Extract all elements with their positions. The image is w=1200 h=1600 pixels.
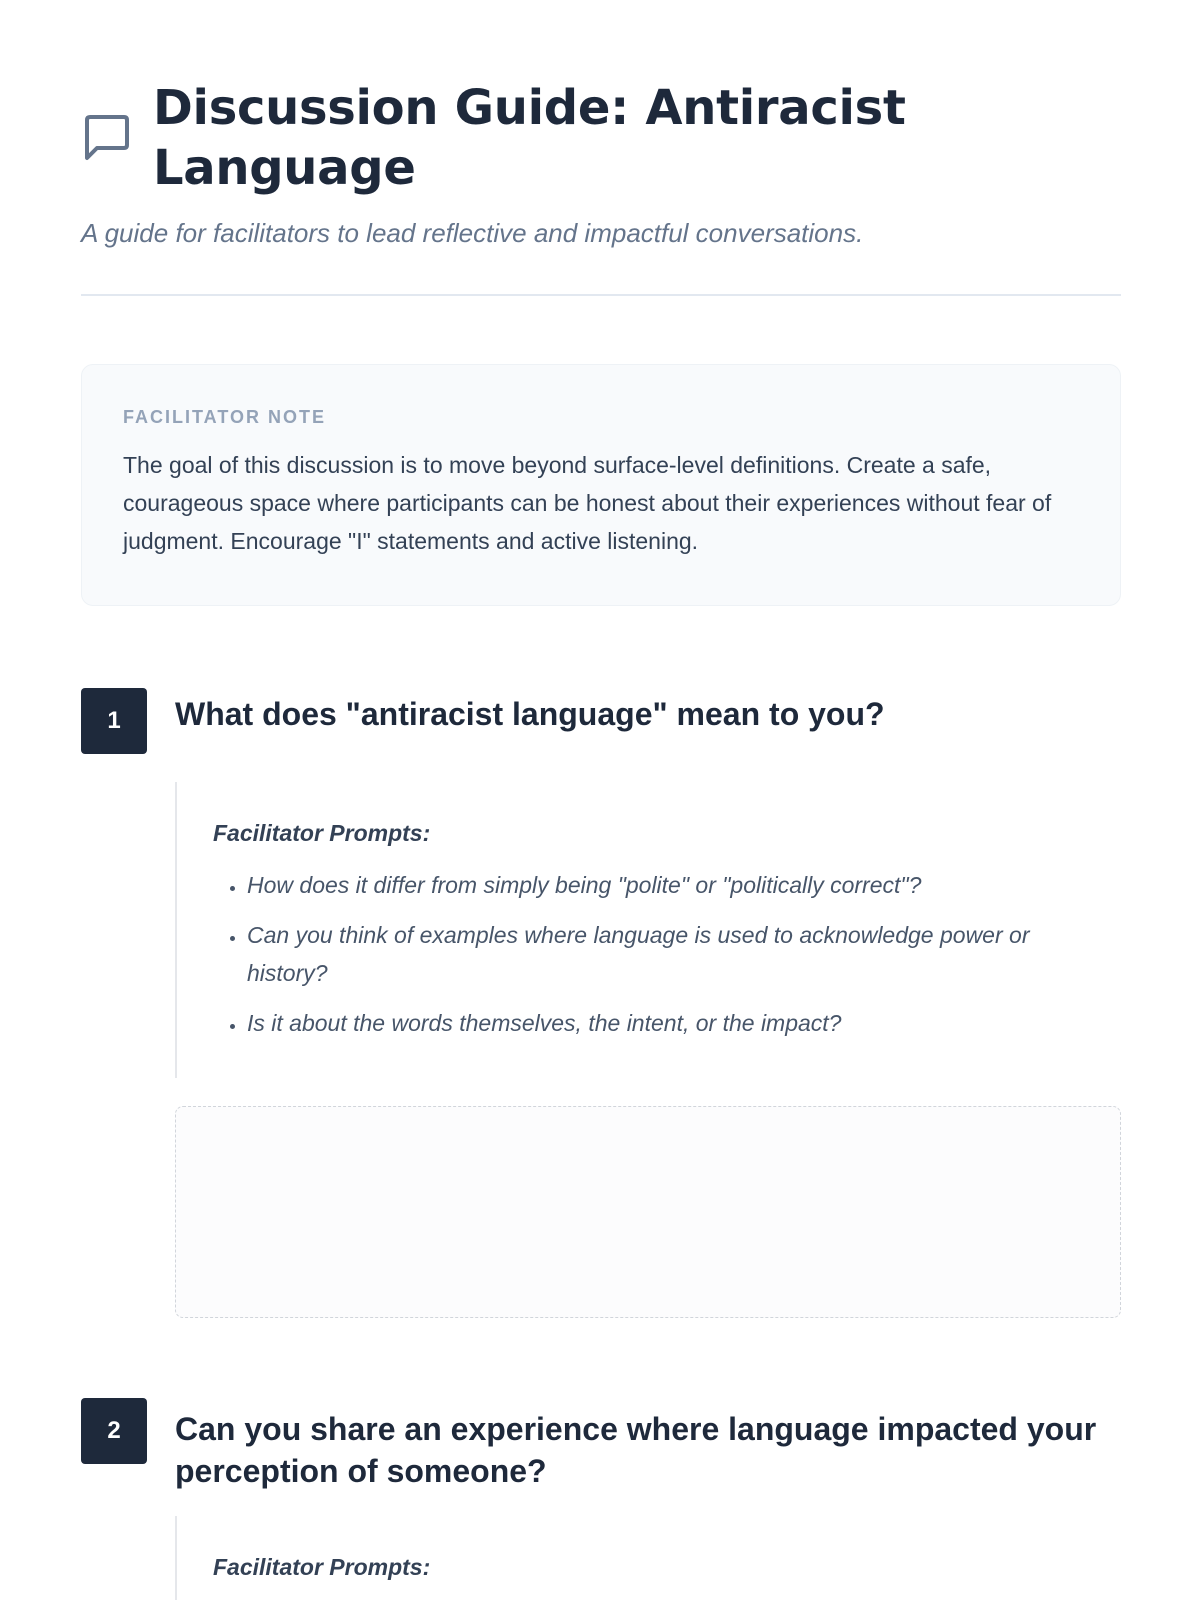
question-title: Can you share an experience where language impacted your perception of someone? [175, 1411, 1097, 1489]
page-title: Discussion Guide: Antiracist Language [153, 80, 906, 196]
prompt-item: • Is it about the words themselves, the intent, or the impact? [247, 1004, 1087, 1042]
page-header [81, 78, 1121, 198]
prompt-item: • How does it differ from simply being "polite" or "politically correct"? [247, 866, 1087, 904]
prompt-list [213, 866, 1087, 1054]
question-title: What does "antiracist language" mean to you? [175, 696, 885, 732]
question-number-badge: 1 [81, 688, 147, 754]
page-subtitle: A guide for facilitators to lead reflective and impactful conversations. [81, 218, 864, 248]
facilitator-note-card [81, 364, 1121, 606]
prompt-item: • Can you think of examples where language is used to acknowledge power or history? [247, 916, 1087, 992]
facilitator-prompts [175, 1516, 1121, 1600]
title-row [81, 78, 1121, 198]
header-divider [81, 294, 1121, 296]
facilitator-prompts-label: Facilitator Prompts: [213, 1554, 431, 1580]
question-number-badge: 2 [81, 1398, 147, 1464]
facilitator-prompts-label: Facilitator Prompts: [213, 820, 431, 846]
facilitator-note-text: The goal of this discussion is to move beyond surface-level definitions. Create a safe, courageous space where participants can be honest about their experiences without fear of judgment. Encourage "I" statements and active listening. [123, 452, 1052, 554]
facilitator-note-label: FACILITATOR NOTE [123, 407, 326, 427]
chat-bubble-icon [81, 112, 133, 164]
facilitator-prompts [175, 782, 1121, 1078]
response-area[interactable] [175, 1106, 1121, 1318]
